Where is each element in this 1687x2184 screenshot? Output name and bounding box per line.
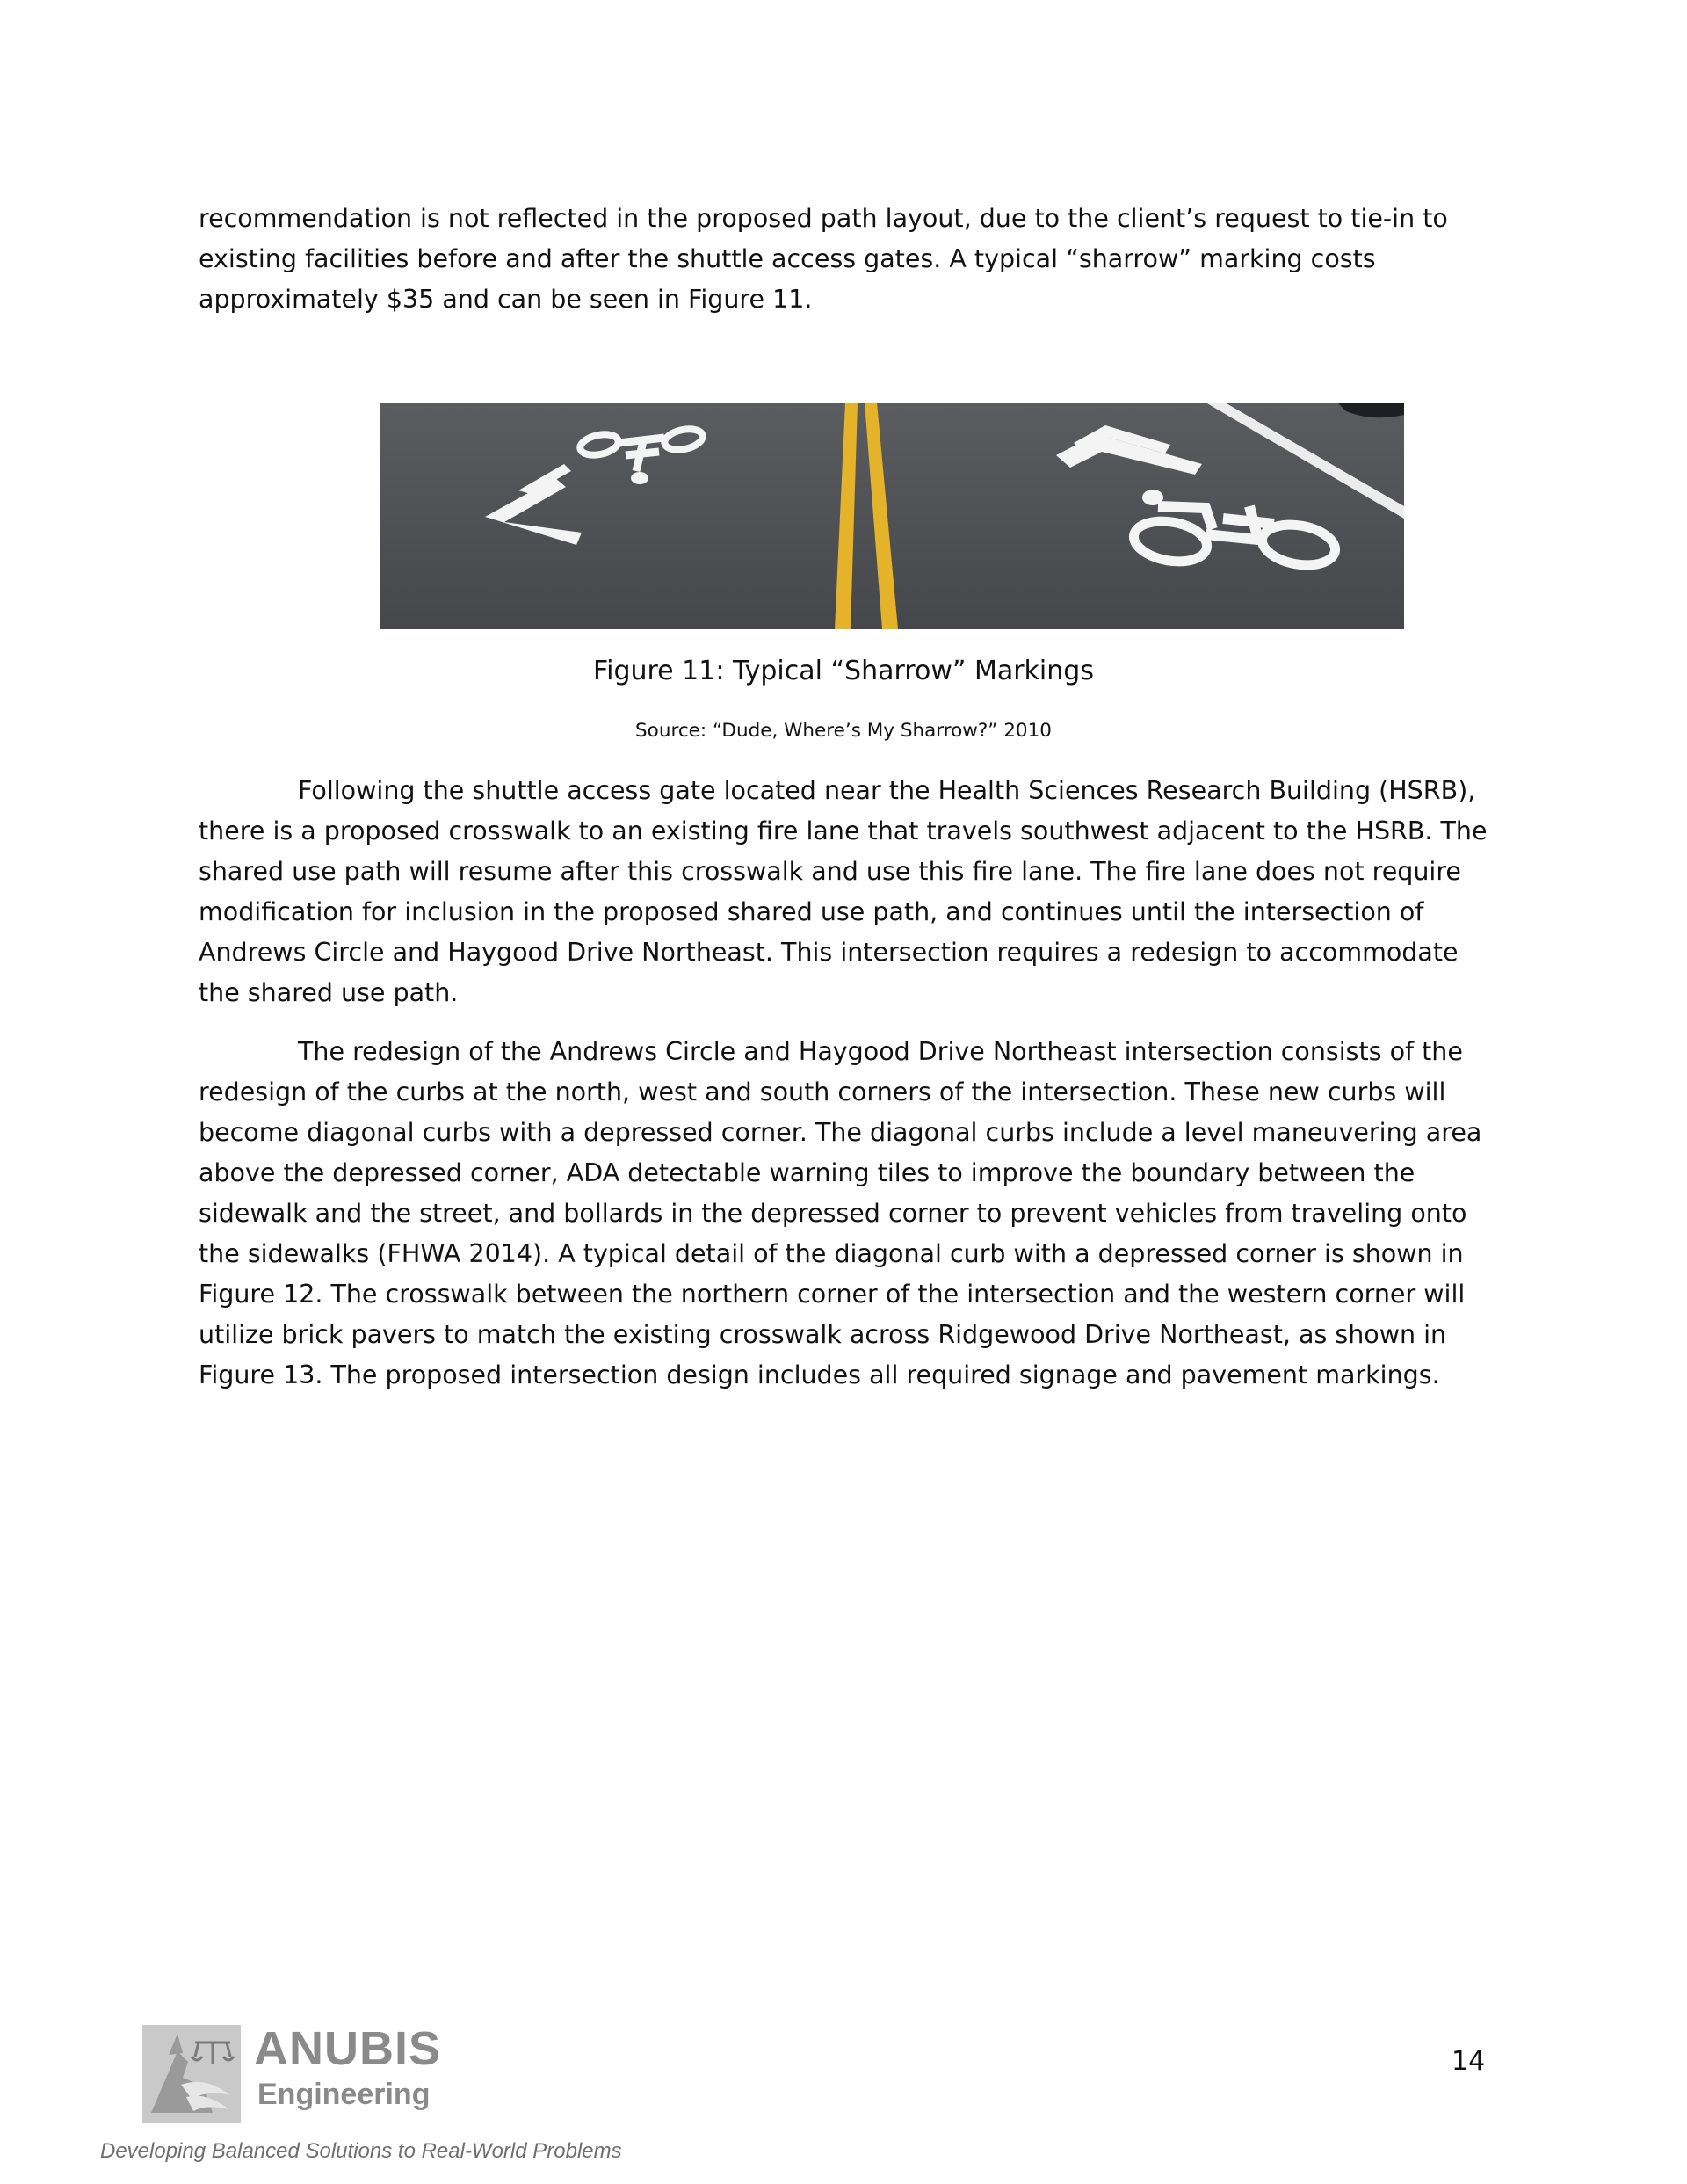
body-paragraph-1 — [199, 199, 1490, 320]
logo-name: ANUBIS — [254, 2022, 442, 2075]
paragraph-text: The redesign of the Andrews Circle and Haygood Drive Northeast intersection consists of the redesign of the curbs at the north, west and south corners of the intersection. These new curbs will become diagonal curbs with a depressed corner. The diagonal curbs include a level maneuvering area above the depressed corner, ADA detectable warning tiles to improve the boundary between the sidewalk and the street, and bollards in the depressed corner to prevent vehicles from traveling onto the sidewalks (FHWA 2014). A typical detail of the diagonal curb with a depressed corner is shown in Figure 12. The crosswalk between the northern corner of the intersection and the western corner will utilize brick pavers to match the existing crosswalk across Ridgewood Drive Northeast, as shown in Figure 13. The proposed intersection design includes all required signage and pavement markings. — [199, 1037, 1482, 1389]
sharrow-photo — [380, 403, 1404, 629]
logo-subtitle: Engineering — [257, 2078, 431, 2111]
anubis-logo-icon — [142, 2025, 241, 2123]
body-paragraph-2 — [199, 771, 1490, 1013]
footer-tagline: Developing Balanced Solutions to Real-World Problems — [100, 2139, 622, 2163]
page-number: 14 — [1452, 2046, 1486, 2077]
paragraph-text: recommendation is not reflected in the proposed path layout, due to the client’s request to tie-in to existing facilities before and after the shuttle access gates. A typical “sharrow” marking costs approximately $35 and can be seen in Figure 11. — [199, 204, 1448, 314]
paragraph-text: Following the shuttle access gate located near the Health Sciences Research Building (HSRB), there is a proposed crosswalk to an existing fire lane that travels southwest adjacent to the HSRB. The shared use path will resume after this crosswalk and use this fire lane. The fire lane does not require modification for inclusion in the proposed shared use path, and continues until the intersection of Andrews Circle and Haygood Drive Northeast. This intersection requires a redesign to accommodate the shared use path. — [199, 776, 1488, 1007]
figure-source: Source: “Dude, Where’s My Sharrow?” 2010 — [635, 720, 1052, 742]
body-paragraph-3 — [199, 1032, 1490, 1396]
figure-caption: Figure 11: Typical “Sharrow” Markings — [593, 656, 1094, 686]
